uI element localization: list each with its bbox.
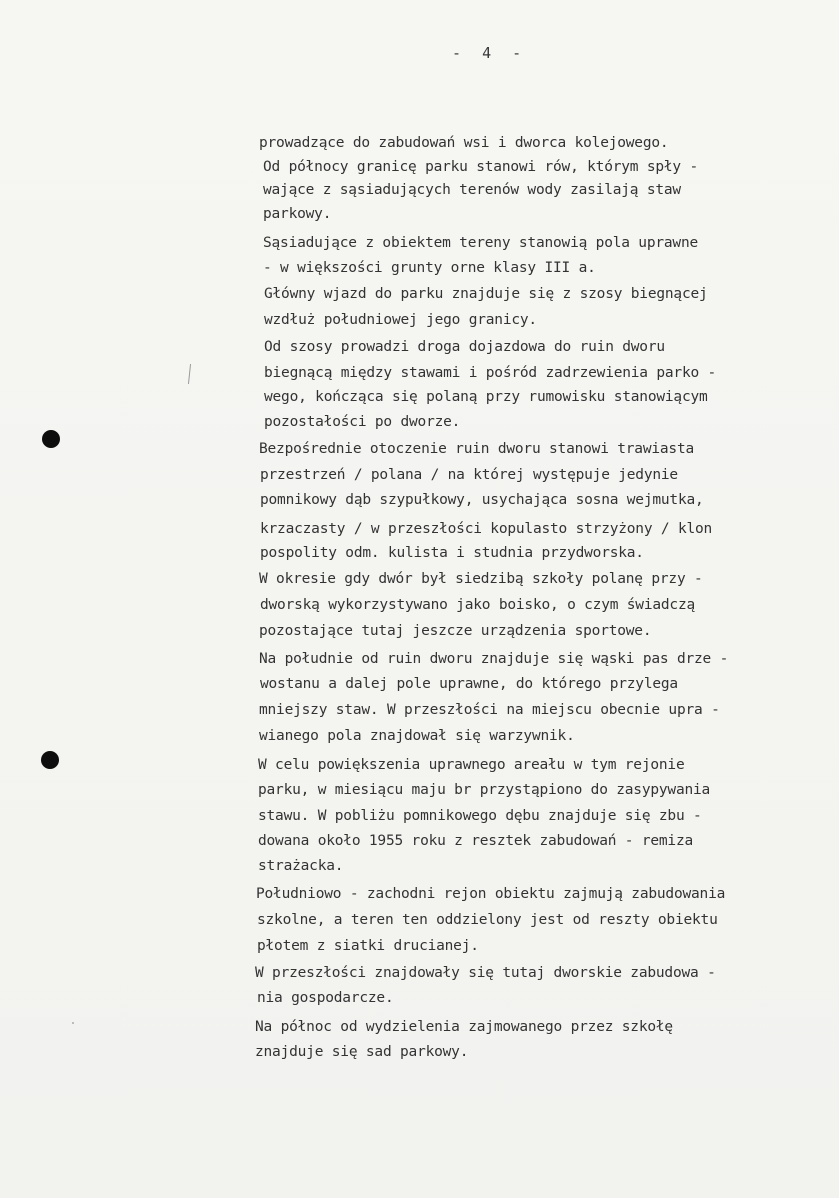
text-line: pospolity odm. kulista i studnia przydworska.: [260, 545, 644, 561]
text-line: parkowy.: [263, 206, 332, 222]
text-line: Na północ od wydzielenia zajmowanego przez szkołę: [255, 1019, 673, 1035]
text-line: Południowo - zachodni rejon obiektu zajmują zabudowania: [256, 886, 726, 902]
punch-hole-bottom: [41, 751, 59, 769]
paper-speck: [72, 1022, 74, 1024]
text-line: nia gospodarcze.: [257, 990, 394, 1006]
text-line: płotem z siatki drucianej.: [257, 938, 479, 954]
text-line: krzaczasty / w przeszłości kopulasto strzyżony / klon: [260, 521, 713, 537]
text-line: biegnącą między stawami i pośród zadrzewienia parko -: [264, 365, 717, 381]
text-line: wostanu a dalej pole uprawne, do którego przylega: [260, 676, 678, 692]
text-line: mniejszy staw. W przeszłości na miejscu obecnie upra -: [259, 702, 720, 718]
text-line: wzdłuż południowej jego granicy.: [264, 312, 537, 328]
text-line: - w większości grunty orne klasy III a.: [263, 260, 596, 276]
text-line: W okresie gdy dwór był siedzibą szkoły polanę przy -: [259, 571, 703, 587]
text-line: znajduje się sad parkowy.: [255, 1044, 469, 1060]
text-line: dowana około 1955 roku z resztek zabudowań - remiza: [258, 833, 694, 849]
text-line: parku, w miesiącu maju br przystąpiono do zasypywania: [258, 782, 711, 798]
text-line: szkolne, a teren ten oddzielony jest od reszty obiektu: [257, 912, 718, 928]
text-line: wianego pola znajdował się warzywnik.: [259, 728, 575, 744]
text-line: dworską wykorzystywano jako boisko, o czym świadczą: [260, 597, 696, 613]
text-line: pomnikowy dąb szypułkowy, usychająca sosna wejmutka,: [260, 492, 704, 508]
text-line: Sąsiadujące z obiektem tereny stanowią pola uprawne: [263, 235, 699, 251]
text-line: Na południe od ruin dworu znajduje się wąski pas drze -: [259, 651, 729, 667]
text-line: przestrzeń / polana / na której występuje jedynie: [260, 467, 678, 483]
pencil-mark: [188, 364, 191, 384]
text-line: Bezpośrednie otoczenie ruin dworu stanowi trawiasta: [259, 441, 695, 457]
text-line: Od szosy prowadzi droga dojazdowa do ruin dworu: [264, 339, 665, 355]
text-line: Od północy granicę parku stanowi rów, którym spły -: [263, 159, 699, 175]
text-line: W celu powiększenia uprawnego areału w tym rejonie: [258, 757, 685, 773]
punch-hole-top: [42, 430, 60, 448]
text-line: wego, kończąca się polaną przy rumowisku stanowiącym: [264, 389, 708, 405]
text-line: W przeszłości znajdowały się tutaj dworskie zabudowa -: [255, 965, 716, 981]
text-line: pozostające tutaj jeszcze urządzenia sportowe.: [259, 623, 652, 639]
text-line: Główny wjazd do parku znajduje się z szosy biegnącej: [264, 286, 708, 302]
text-line: pozostałości po dworze.: [264, 414, 461, 430]
text-line: strażacka.: [258, 858, 344, 874]
page-number: - 4 -: [452, 44, 523, 62]
text-line: wające z sąsiadujących terenów wody zasilają staw: [263, 182, 681, 198]
text-line: prowadzące do zabudowań wsi i dworca kolejowego.: [259, 135, 669, 151]
text-line: stawu. W pobliżu pomnikowego dębu znajduje się zbu -: [258, 808, 702, 824]
